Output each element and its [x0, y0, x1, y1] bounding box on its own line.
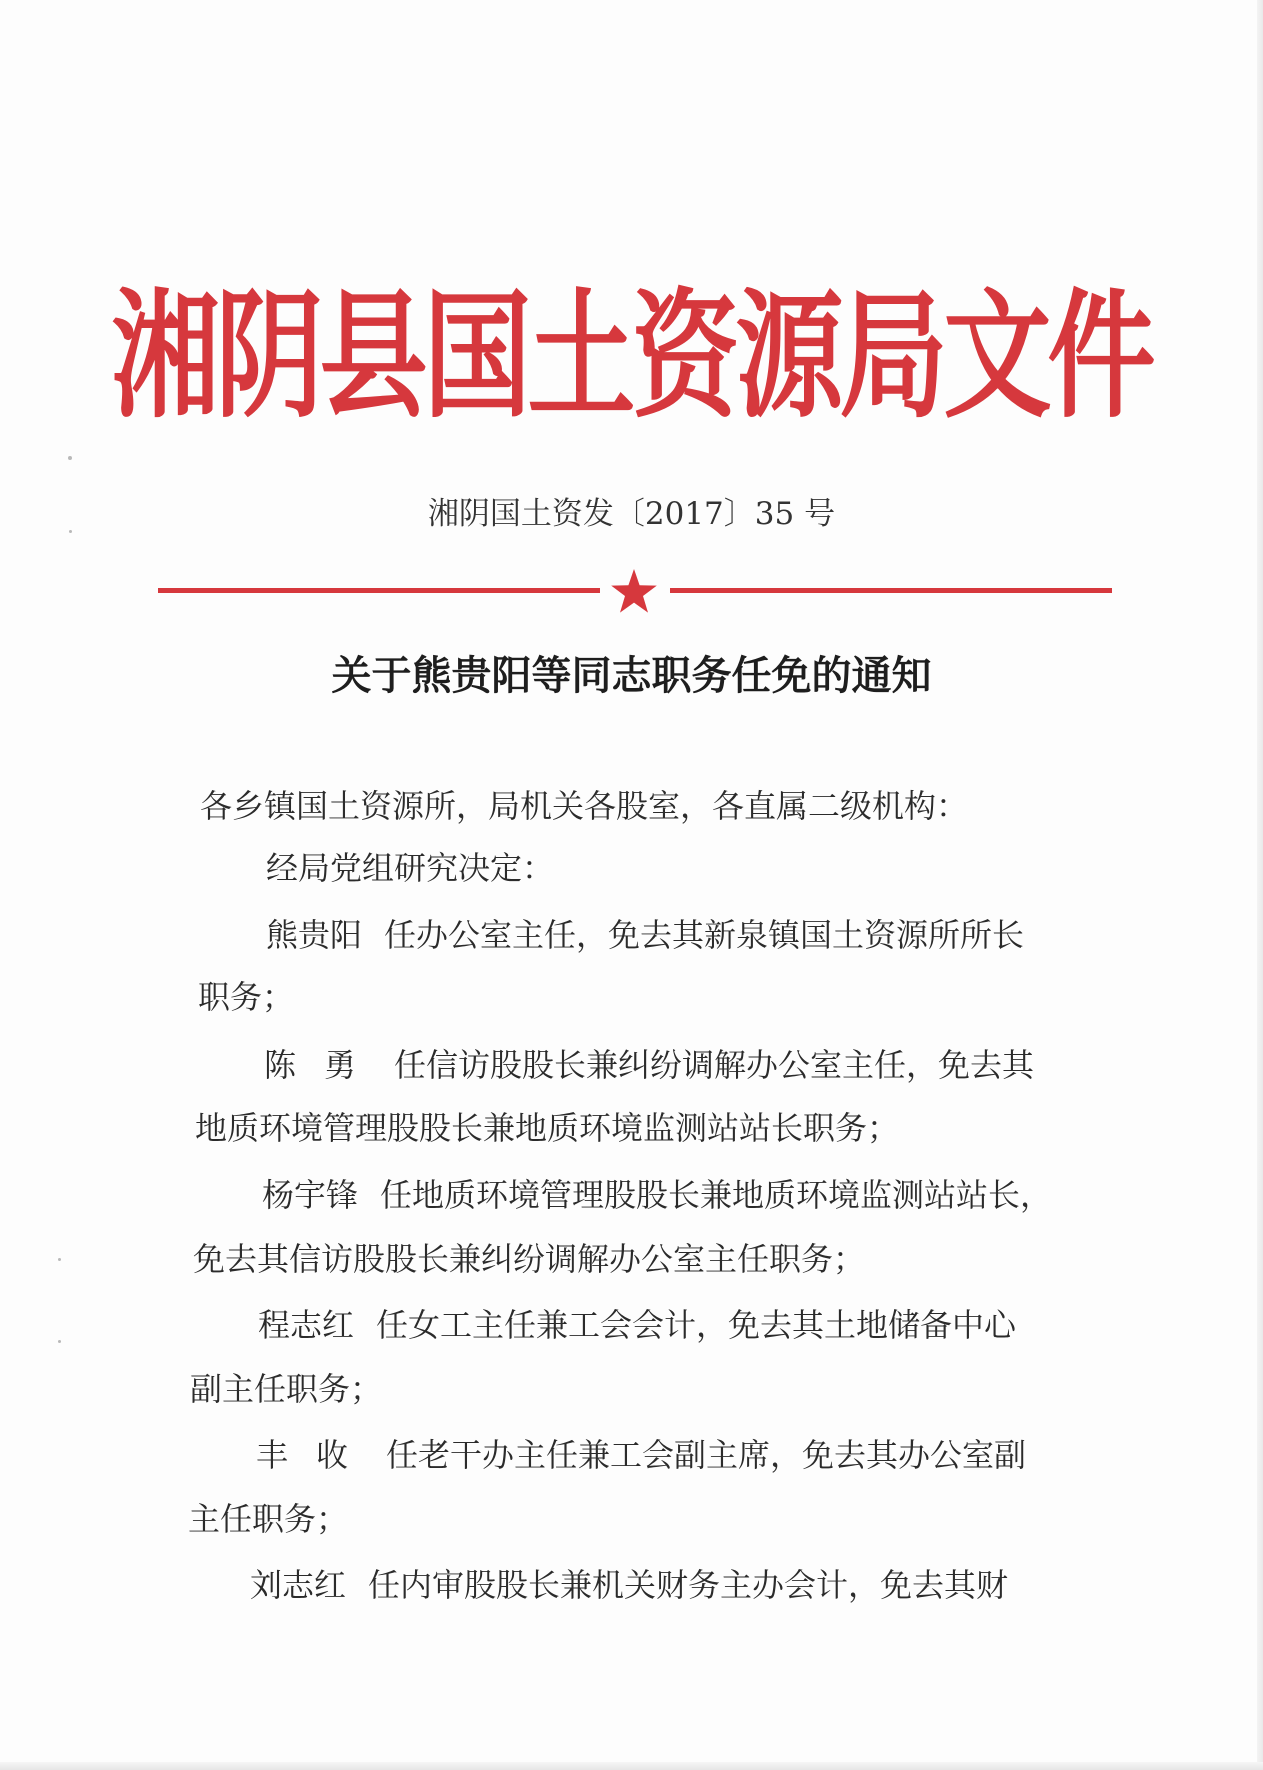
- person-name: 程志红: [258, 1306, 355, 1344]
- appointment-continuation: 职务；: [198, 978, 295, 1016]
- salutation: 各乡镇国土资源所，局机关各股室，各直属二级机构：: [200, 787, 969, 825]
- appointment-item: [256, 1432, 1026, 1478]
- appointment-item: [266, 912, 1024, 958]
- star-icon: [610, 568, 658, 614]
- scan-speck: [58, 1258, 61, 1261]
- person-name: 丰收: [256, 1436, 377, 1474]
- appointment-continuation: 免去其信访股股长兼纠纷调解办公室主任职务；: [193, 1240, 866, 1278]
- person-name: 陈勇: [264, 1046, 385, 1084]
- appointment-continuation: 主任职务；: [188, 1500, 349, 1538]
- appointment-item: [250, 1562, 1008, 1608]
- scan-speck: [58, 1340, 61, 1343]
- appointment-text: 任信访股股长兼纠纷调解办公室主任，免去其: [394, 1046, 1035, 1084]
- person-name: 杨宇锋: [262, 1176, 359, 1214]
- masthead-title: 湘阴县国土资源局文件: [111, 277, 1152, 438]
- person-name: 刘志红: [250, 1566, 347, 1604]
- appointment-text: 任女工主任兼工会会计，免去其土地储备中心: [376, 1306, 1017, 1344]
- appointment-item: [262, 1172, 1052, 1218]
- document-title: 关于熊贵阳等同志职务任免的通知: [331, 653, 932, 699]
- red-rule-left: [158, 588, 600, 593]
- appointment-text: 任内审股股长兼机关财务主办会计，免去其财: [368, 1566, 1009, 1604]
- appointment-continuation: 地质环境管理股股长兼地质环境监测站站长职务；: [195, 1109, 900, 1147]
- appointment-text: 任办公室主任，免去其新泉镇国土资源所所长: [384, 916, 1025, 954]
- document-number: 湘阴国土资发〔2017〕35 号: [427, 496, 836, 532]
- scan-speck: [68, 456, 72, 460]
- appointment-continuation: 副主任职务；: [190, 1370, 383, 1408]
- appointment-item: [258, 1302, 1016, 1348]
- page-edge: [0, 1762, 1263, 1770]
- red-rule-right: [670, 588, 1112, 593]
- person-name: 熊贵阳: [266, 916, 363, 954]
- appointment-text: 任地质环境管理股股长兼地质环境监测站站长，: [380, 1176, 1053, 1214]
- appointment-item: [264, 1042, 1034, 1088]
- intro-paragraph: 经局党组研究决定：: [266, 849, 555, 887]
- appointment-text: 任老干办主任兼工会副主席，免去其办公室副: [386, 1436, 1027, 1474]
